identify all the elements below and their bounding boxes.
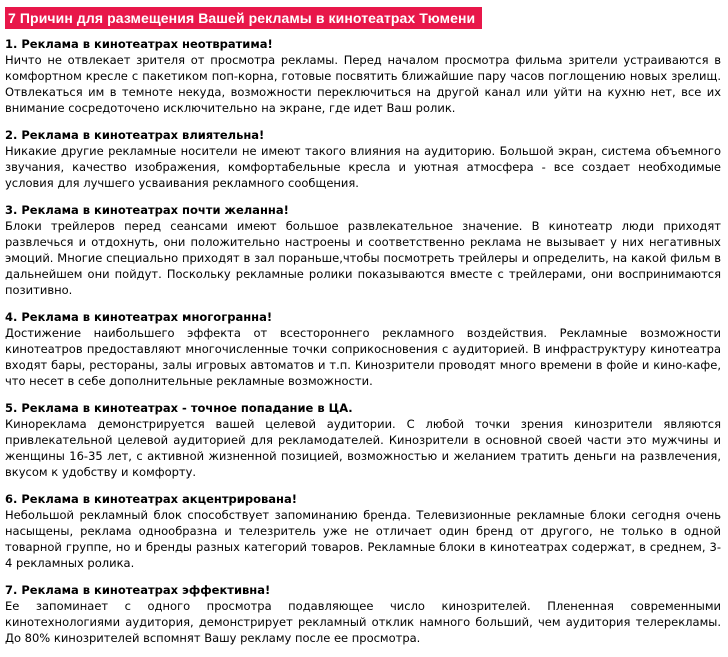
section-heading: 3. Реклама в кинотеатрах почти желанна!: [5, 203, 289, 217]
section-heading: 7. Реклама в кинотеатрах эффективна!: [5, 583, 271, 597]
page-title: 7 Причин для размещения Вашей рекламы в кинотеатрах Тюмени: [5, 7, 482, 29]
section-heading: 6. Реклама в кинотеатрах акцентрирована!: [5, 492, 297, 506]
section-5: [5, 400, 721, 480]
section-body: Ничто не отвлекает зрителя от просмотра рекламы. Перед началом просмотра фильма зрители устраиваются в комфортном кресле с пакетиком поп-корна, готовые посвятить ближайшие пару часов поглощению новых зрелищ. Отвлекаться им в темноте некуда, возможности переключиться на другой канал или уйти на кухню нет, все их внимание сосредоточено исключительно на экране, где идет Ваш ролик.: [5, 53, 721, 115]
section-body: Кинореклама демонстрируется вашей целевой аудитории. С любой точки зрения кинозрители являются привлекательной целевой аудиторией для рекламодателей. Кинозрители в основной своей части это мужчины и женщины 16-35 лет, с активной жизненной позицией, возможностью и желанием тратить деньги на развлечения, вкусом к удобству и комфорту.: [5, 417, 721, 479]
section-heading: 2. Реклама в кинотеатрах влиятельна!: [5, 128, 265, 142]
section-body: Ее запоминает с одного просмотра подавляющее число кинозрителей. Плененная современными кинотехнологиями аудитория, демонстрирует рекламный отклик намного больший, чем аудитория телерекламы. До 80% кинозрителей вспомнят Вашу рекламу после ее просмотра.: [5, 599, 721, 645]
section-1: [5, 36, 721, 116]
section-4: [5, 309, 721, 389]
section-2: [5, 127, 721, 191]
section-3: [5, 202, 721, 298]
section-body: Никакие другие рекламные носители не имеют такого влияния на аудиторию. Большой экран, система объемного звучания, качество изображения, комфортабельные кресла и уютная атмосфера - все создает необходимые условия для лучшего усваивания рекламного сообщения.: [5, 144, 721, 190]
section-heading: 1. Реклама в кинотеатрах неотвратима!: [5, 37, 273, 51]
section-body: Блоки трейлеров перед сеансами имеют большое развлекательное значение. В кинотеатр люди приходят развлечься и отдохнуть, они положительно настроены и соответственно реклама не вызывает у них негативных эмоций. Многие специально приходят в зал пораньше,чтобы посмотреть трейлеры и определить, на какой фильм в дальнейшем они пойдут. Поскольку рекламные ролики показываются вместе с трейлерами, они воспринимаются позитивно.: [5, 219, 721, 297]
section-heading: 5. Реклама в кинотеатрах - точное попадание в ЦА.: [5, 401, 353, 415]
section-body: Небольшой рекламный блок способствует запоминанию бренда. Телевизионные рекламные блоки сегодня очень насыщены, реклама однообразна и телезритель уже не отличает один бренд от другого, не только в одной товарной группе, но и бренды разных категорий товаров. Рекламные блоки в кинотеатрах содержат, в среднем, 3-4 рекламных ролика.: [5, 508, 721, 570]
section-heading: 4. Реклама в кинотеатрах многогранна!: [5, 310, 273, 324]
section-6: [5, 491, 721, 571]
section-7: [5, 582, 721, 646]
section-body: Достижение наибольшего эффекта от всестороннего рекламного воздействия. Рекламные возможности кинотеатров предоставляют многочисленные точки соприкосновения с аудиторией. В инфраструктуру кинотеатра входят бары, рестораны, залы игровых автоматов и т.п. Кинозрители проводят много времени в фойе и кино-кафе, что несет в себе дополнительные рекламные возможности.: [5, 326, 721, 388]
article: [5, 7, 721, 657]
